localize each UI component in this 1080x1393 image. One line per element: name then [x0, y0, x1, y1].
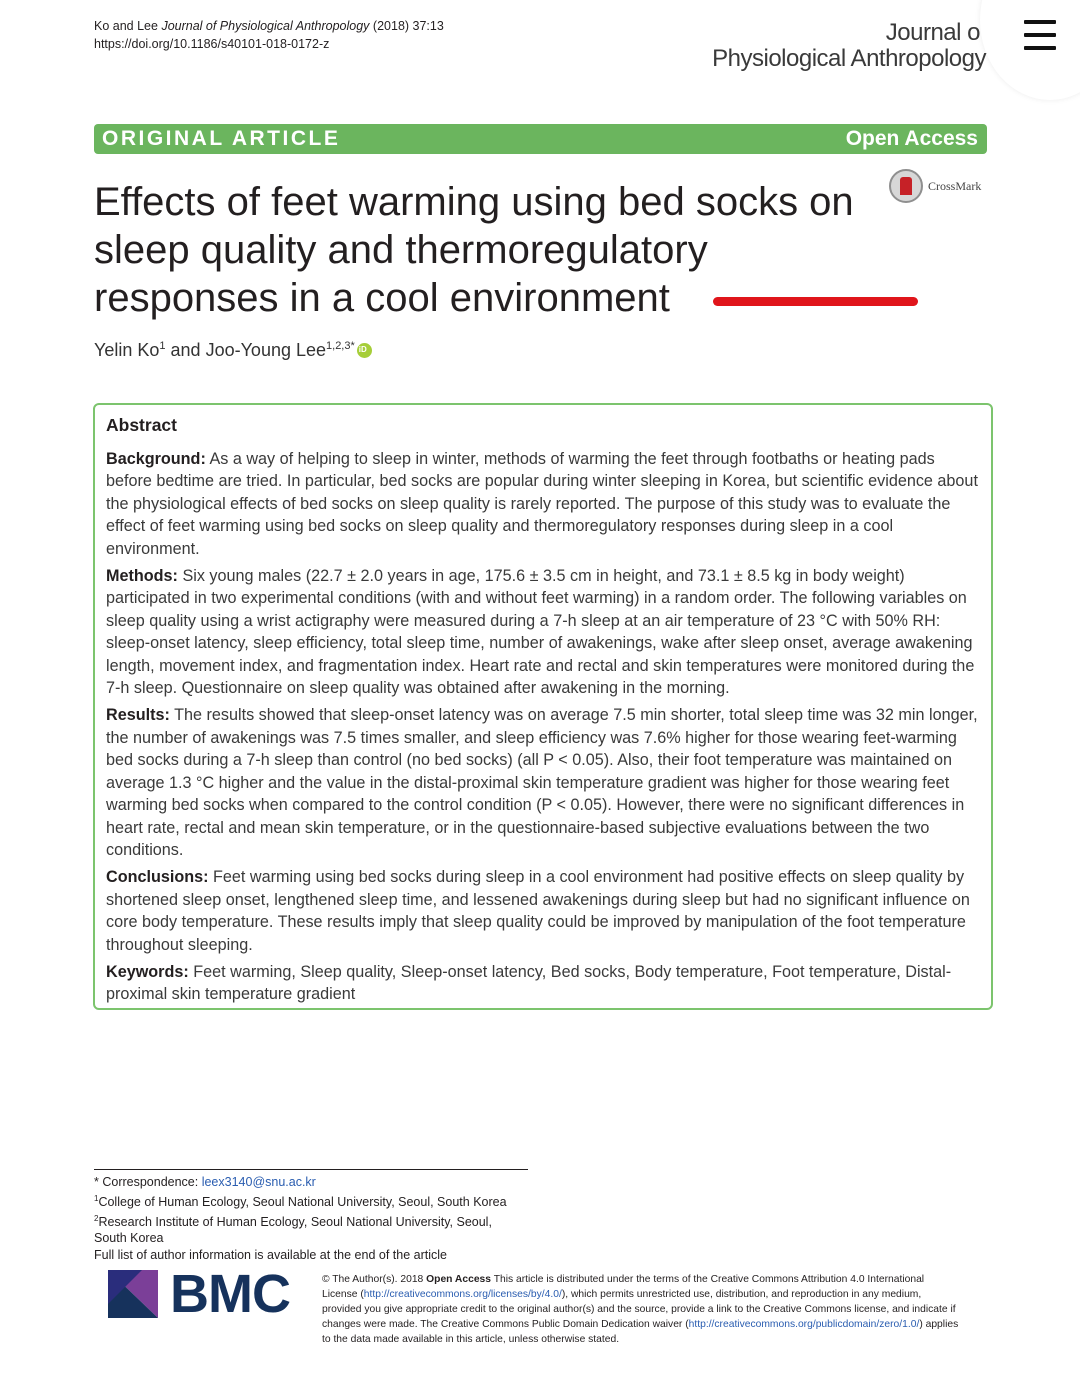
journal-logo-line2: Physiological Anthropology: [712, 45, 986, 72]
citation-volume: (2018) 37:13: [372, 19, 444, 33]
methods-label: Methods:: [106, 567, 178, 586]
doi-link[interactable]: https://doi.org/10.1186/s40101-018-0172-z: [94, 37, 330, 51]
affiliation-2-text: Research Institute of Human Ecology, Seoul National University, Seoul, South Korea: [94, 1214, 492, 1246]
correspondence: [94, 1174, 528, 1191]
orcid-icon[interactable]: [357, 343, 372, 358]
results-label: Results:: [106, 706, 170, 725]
license-part-2: This article is distributed under the terms of the Creative Commons Attribution 4.0 International License (: [322, 1274, 925, 1301]
menu-icon[interactable]: [1024, 20, 1056, 50]
crossmark-icon: [889, 169, 923, 203]
abstract-results: [106, 704, 981, 861]
license-url-1[interactable]: http://creativecommons.org/licenses/by/4.0/: [363, 1289, 562, 1301]
affiliation-2-mark: 2: [94, 1213, 99, 1223]
author-list: [94, 340, 372, 361]
background-label: Background:: [106, 450, 206, 468]
methods-text: Six young males (22.7 ± 2.0 years in age, 175.6 ± 3.5 cm in height, and 73.1 ± 8.5 kg in body weight) participated in two experimental conditions (with and without feet warming) in a random order. The following variables on sleep quality using a wrist actigraphy were measured during a 7-h sleep at an air temperature of 23 °C with 50% RH: sleep-onset latency, sleep efficiency, total sleep time, number of awakenings, wake after sleep onset, average awakening length, movement index, and fragmentation index. Heart rate and rectal and skin temperatures were monitored during the 7-h sleep. Questionnaire on sleep quality was obtained after awakening in the morning.: [106, 567, 975, 698]
license-part-4: ) applies to the data made available in this article, unless otherwise stated.: [322, 1319, 959, 1346]
article-type-banner: [94, 124, 987, 154]
article-title: Effects of feet warming using bed socks on sleep quality and thermoregulatory responses in a cool environment: [94, 180, 854, 320]
footnotes: [94, 1169, 528, 1264]
citation-authors: Ko and Lee: [94, 19, 158, 33]
abstract-keywords: [106, 961, 981, 1006]
license-part-3: ), which permits unrestricted use, distribution, and reproduction in any medium, provided you give appropriate credit to the original author(s) and the source, provide a link to the Creative Commons license, and indicate if changes were made. The Creative Commons Public Domain Dedication waiver (: [322, 1289, 956, 1331]
bmc-logo: [108, 1264, 290, 1324]
affiliation-1-mark: 1: [94, 1193, 99, 1203]
license-text: [322, 1272, 962, 1347]
crossmark-label: CrossMark: [928, 178, 982, 193]
red-underline-annotation: [713, 297, 918, 306]
citation-journal: Journal of Physiological Anthropology: [161, 19, 370, 33]
affiliation-1: [94, 1191, 528, 1211]
correspondence-email[interactable]: leex3140@snu.ac.kr: [201, 1175, 316, 1189]
author-2[interactable]: Joo-Young Lee: [205, 340, 327, 360]
license-url-2[interactable]: http://creativecommons.org/publicdomain/zero/1.0/: [688, 1319, 920, 1331]
keywords-label: Keywords:: [106, 962, 189, 981]
abstract-methods: [106, 565, 981, 699]
keywords-text: Feet warming, Sleep quality, Sleep-onset latency, Bed socks, Body temperature, Foot temperature, Distal-proximal skin temperature gradient: [106, 962, 952, 1004]
author-and: and: [165, 340, 206, 360]
citation-header: [94, 17, 444, 53]
author-1-affil: 1: [159, 340, 166, 352]
affiliation-1-text: College of Human Ecology, Seoul National University, Seoul, South Korea: [98, 1194, 507, 1209]
correspondence-label: * Correspondence:: [94, 1175, 202, 1189]
corner-curve: [980, 0, 1080, 100]
crossmark-badge[interactable]: [889, 169, 981, 203]
abstract-background: [106, 448, 981, 560]
abstract-heading: Abstract: [106, 415, 177, 435]
affiliation-2: [94, 1211, 528, 1248]
abstract-box: [93, 403, 993, 1010]
bmc-wordmark: BMC: [170, 1264, 290, 1324]
journal-logo-line1: Journal o: [885, 19, 980, 46]
journal-logo: [712, 20, 986, 72]
author-2-affil: 1,2,3*: [326, 340, 355, 352]
license-copyright: © The Author(s). 2018: [322, 1274, 427, 1285]
conclusions-label: Conclusions:: [106, 868, 209, 887]
results-text: The results showed that sleep-onset latency was on average 7.5 min shorter, total sleep time was 32 min longer, the number of awakenings was 7.5 times smaller, and sleep efficiency was 7.6% higher for those wearing feet-warming bed socks during a 7-h sleep than control (no bed socks) (all P < 0.05). Also, their foot temperature was maintained on average 1.3 °C higher and the value in the distal-proximal skin temperature gradient was higher for those wearing feet warming bed socks when compared to the control condition (P < 0.05). However, there were no significant differences in heart rate, rectal and mean skin temperature, or in the questionnaire-based subjective evaluations between the two conditions.: [106, 706, 978, 859]
conclusions-text: Feet warming using bed socks during sleep in a cool environment had positive effects on sleep quality by shortened sleep onset, lengthened sleep time, and lessened awakenings during sleep but had no significant influence on core body temperature. These results imply that sleep quality could be improved by manipulation of the foot temperature throughout sleeping.: [106, 868, 970, 954]
license-open-access: Open Access: [426, 1274, 492, 1285]
abstract-conclusions: [106, 866, 981, 956]
open-access-label: Open Access: [845, 127, 978, 150]
bmc-logo-icon: [108, 1270, 158, 1318]
full-author-info-note: Full list of author information is available at the end of the article: [94, 1248, 447, 1263]
background-text: As a way of helping to sleep in winter, methods of warming the feet through footbaths or heating pads before bedtime are tried. In particular, bed socks are popular during winter sleeping in Korea, but scientific evidence about the physiological effects of bed socks on sleep quality is rarely reported. The purpose of this study was to evaluate the effect of feet warming using bed socks on sleep quality and thermoregulatory responses during sleep in a cool environment.: [106, 450, 978, 558]
author-1[interactable]: Yelin Ko: [94, 340, 160, 360]
article-type-label: ORIGINAL ARTICLE: [102, 127, 341, 150]
